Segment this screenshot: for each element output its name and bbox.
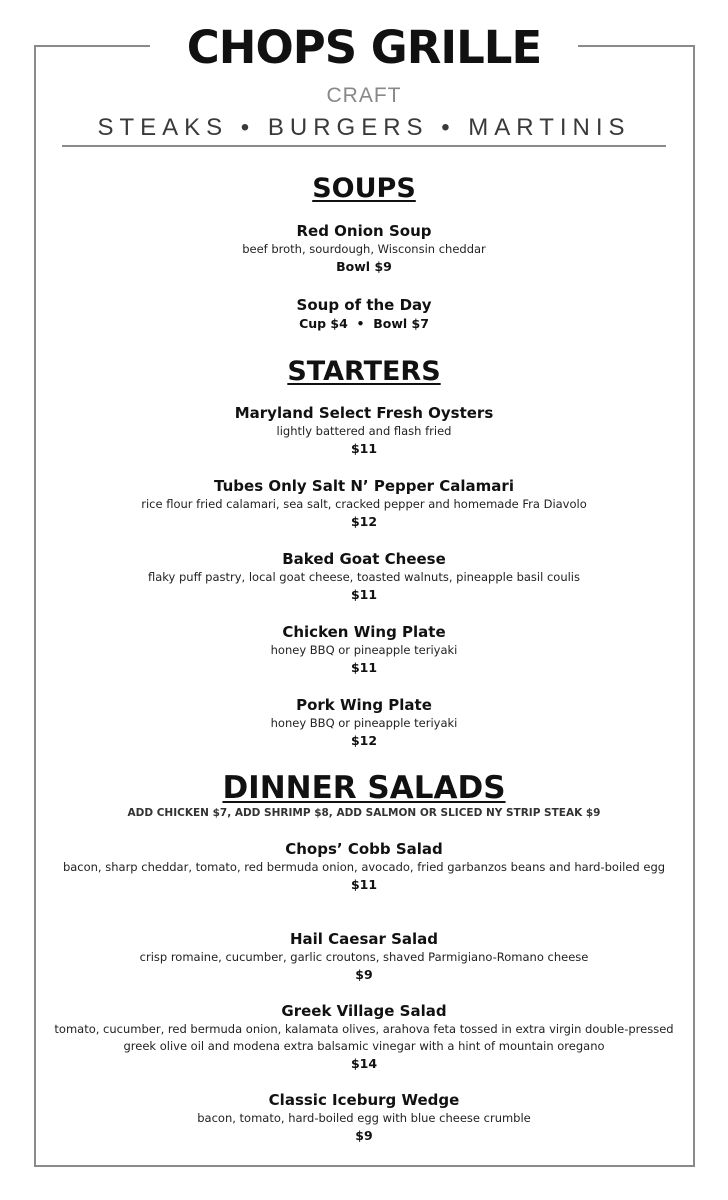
menu-border [34,45,695,1167]
item-price: Cup $4 • Bowl $7 [299,316,429,331]
tagline: STEAKS • BURGERS • MARTINIS [97,114,631,141]
menu-item-chicken-wing-plate [40,622,688,676]
item-description: tomato, cucumber, red bermuda onion, kalamata olives, arahova feta tossed in extra virgin double-pressed greek olive oil and modena extra balsamic vinegar with a hint of mountain oregano [54,1022,674,1053]
item-description: crisp romaine, cucumber, garlic croutons, shaved Parmigiano-Romano cheese [139,950,589,964]
item-price: $9 [355,1128,373,1143]
item-price: $11 [350,877,378,892]
menu-item-oysters [40,403,688,457]
item-description: flaky puff pastry, local goat cheese, toasted walnuts, pineapple basil coulis [147,570,580,584]
salad-addons-note: ADD CHICKEN $7, ADD SHRIMP $8, ADD SALMON OR SLICED NY STRIP STEAK $9 [127,807,601,819]
menu-item-red-onion-soup [40,221,688,275]
restaurant-title: CHOPS GRILLE [186,21,542,74]
item-name: Maryland Select Fresh Oysters [234,404,494,422]
menu-item-iceburg-wedge [40,1090,688,1144]
item-price: $11 [350,441,378,456]
item-price: Bowl $9 [336,259,392,274]
section-heading-soups: SOUPS [312,173,416,204]
subtitle-craft: CRAFT [326,84,402,107]
item-name: Tubes Only Salt N’ Pepper Calamari [214,477,514,495]
item-price: $14 [350,1056,378,1071]
item-name: Greek Village Salad [281,1002,447,1020]
item-price: $9 [355,967,373,982]
item-price: $11 [350,660,378,675]
item-price: $12 [350,514,378,529]
item-price: $12 [350,733,378,748]
section-heading-starters: STARTERS [287,356,441,387]
item-description: honey BBQ or pineapple teriyaki [270,643,458,657]
item-name: Classic Iceburg Wedge [268,1091,460,1109]
menu-item-soup-of-the-day [40,295,688,332]
item-description: beef broth, sourdough, Wisconsin cheddar [242,242,486,256]
menu-item-calamari [40,476,688,530]
menu-item-greek-village-salad [40,1001,688,1072]
item-description: bacon, tomato, hard-boiled egg with blue cheese crumble [197,1111,531,1125]
item-description: bacon, sharp cheddar, tomato, red bermuda onion, avocado, fried garbanzos beans and hard-boiled egg [62,860,666,874]
tagline-divider [62,145,666,147]
item-name: Soup of the Day [296,296,432,314]
menu-item-cobb-salad [40,839,688,893]
item-description: rice flour fried calamari, sea salt, cracked pepper and homemade Fra Diavolo [141,497,587,511]
item-name: Chicken Wing Plate [282,623,446,641]
menu-item-baked-goat-cheese [40,549,688,603]
item-description: honey BBQ or pineapple teriyaki [270,716,458,730]
item-name: Pork Wing Plate [296,696,432,714]
item-name: Red Onion Soup [296,222,432,240]
item-description: lightly battered and flash fried [276,424,452,438]
menu-item-pork-wing-plate [40,695,688,749]
item-name: Baked Goat Cheese [282,550,446,568]
item-name: Hail Caesar Salad [289,930,439,948]
menu-item-caesar-salad [40,929,688,983]
item-name: Chops’ Cobb Salad [285,840,443,858]
section-heading-dinner-salads: DINNER SALADS [222,770,506,806]
item-price: $11 [350,587,378,602]
